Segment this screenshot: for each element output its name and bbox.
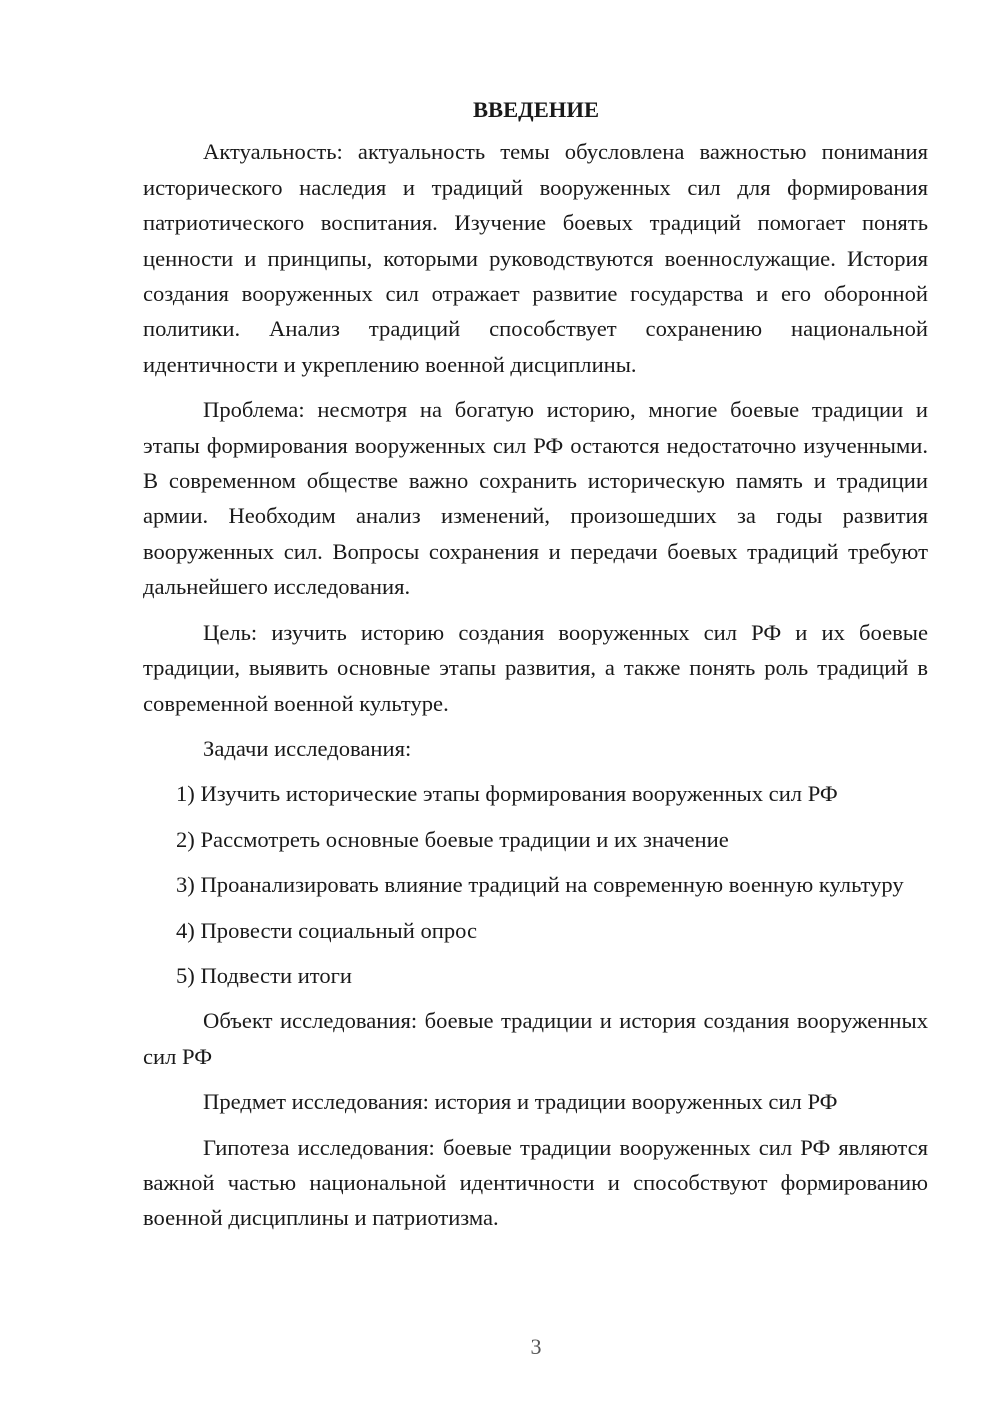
document-page xyxy=(143,92,928,1246)
list-item: 5) Подвести итоги xyxy=(176,962,353,988)
list-item: 2) Рассмотреть основные боевые традиции и их значение xyxy=(176,826,729,852)
paragraph-relevance: Актуальность: актуальность темы обусловлена важностью понимания исторического наследия и традиций вооруженных сил для формирования патриотического воспитания. Изучение боевых традиций помогает понять ценности и принципы, которыми руководствуются военнослужащие. История создания вооруженных сил отражает развитие государства и его оборонной политики. Анализ традиций способствует сохранению национальной идентичности и укреплению военной дисциплины. xyxy=(143,139,928,377)
paragraph-problem: Проблема: несмотря на богатую историю, многие боевые традиции и этапы формирования вооруженных сил РФ остаются недостаточно изученными. В современном обществе важно сохранить историческую память и традиции армии. Необходим анализ изменений, произошедших за годы развития вооруженных сил. Вопросы сохранения и передачи боевых традиций требуют дальнейшего исследования. xyxy=(143,397,928,600)
paragraph-hypothesis: Гипотеза исследования: боевые традиции вооруженных сил РФ являются важной частью национальной идентичности и способствуют формированию военной дисциплины и патриотизма. xyxy=(143,1134,928,1231)
paragraph-object: Объект исследования: боевые традиции и история создания вооруженных сил РФ xyxy=(143,1008,928,1069)
paragraph-subject: Предмет исследования: история и традиции вооруженных сил РФ xyxy=(203,1089,838,1115)
list-item: 4) Провести социальный опрос xyxy=(176,917,478,943)
list-item: 3) Проанализировать влияние традиций на современную военную культуру xyxy=(176,872,904,898)
list-item: 1) Изучить исторические этапы формирования вооруженных сил РФ xyxy=(176,781,838,807)
paragraph-goal: Цель: изучить историю создания вооруженных сил РФ и их боевые традиции, выявить основные этапы развития, а также понять роль традиций в современной военной культуре. xyxy=(143,619,928,716)
paragraph-tasks-heading: Задачи исследования: xyxy=(203,735,412,761)
tasks-list xyxy=(143,776,928,993)
page-title: ВВЕДЕНИЕ xyxy=(472,97,600,122)
page-number: 3 xyxy=(530,1334,542,1359)
